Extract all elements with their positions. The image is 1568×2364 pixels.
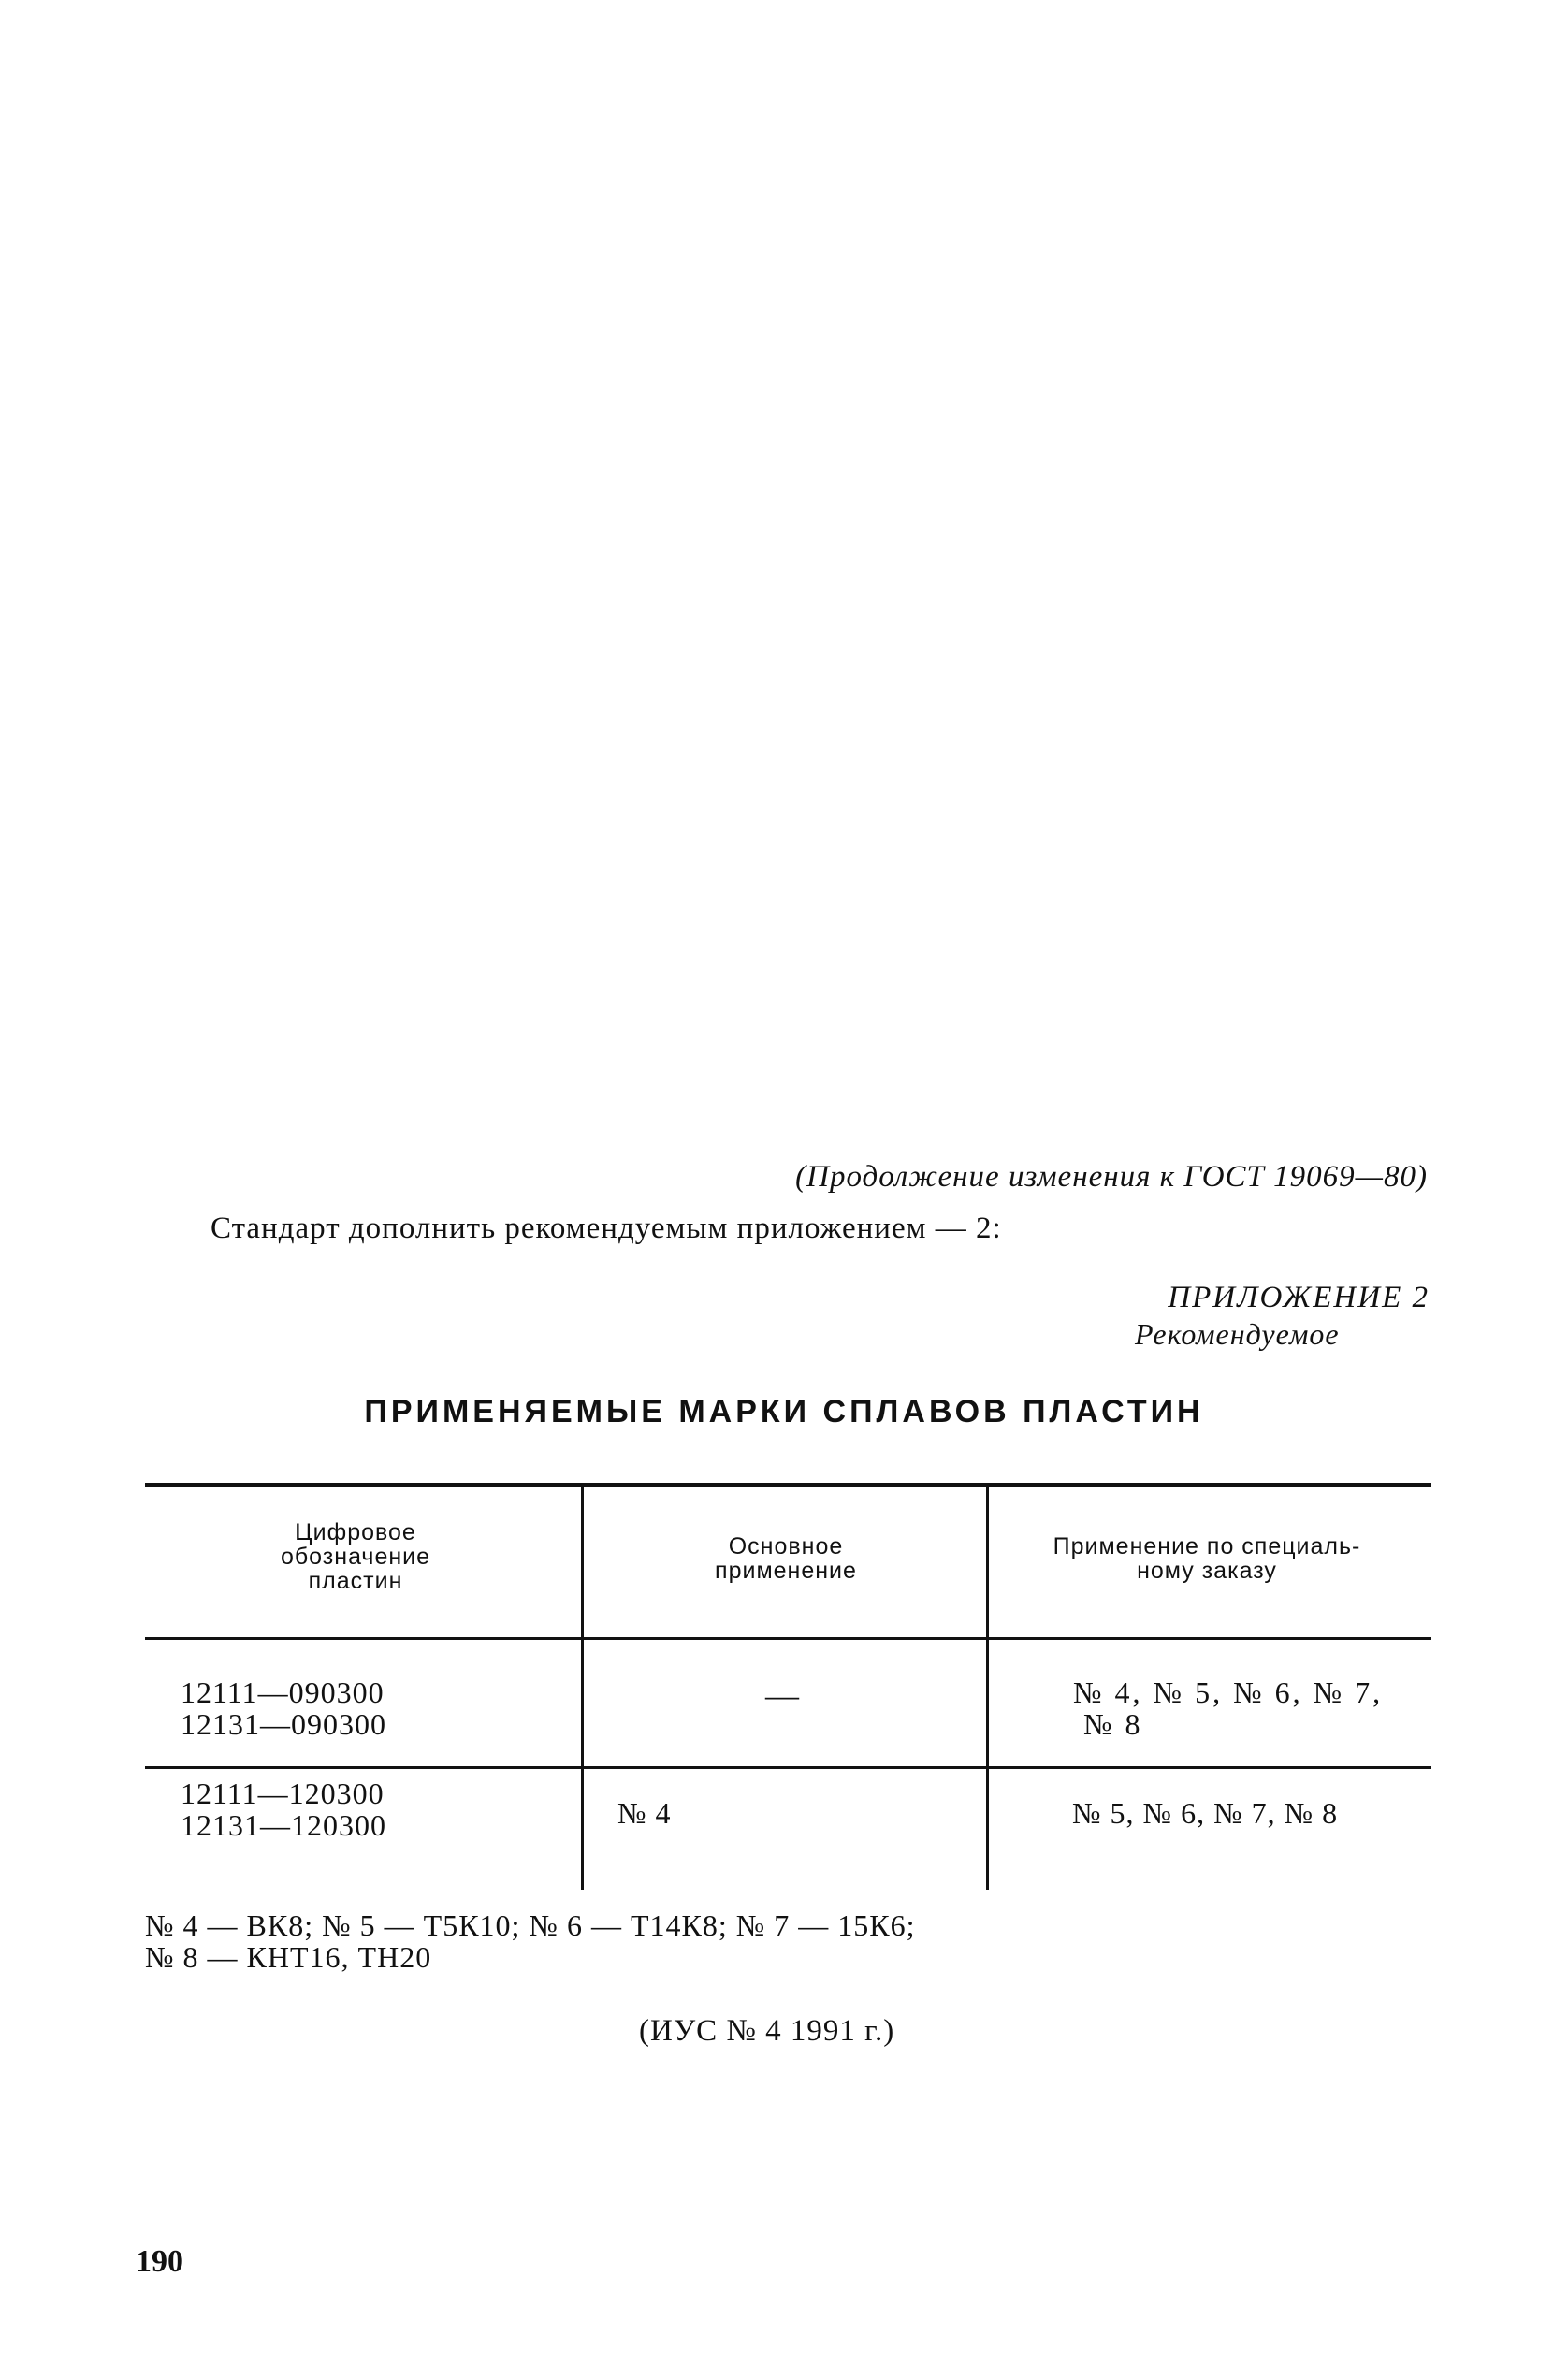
designation-line: 12111—120300 — [181, 1777, 385, 1810]
header-line: обозначение — [280, 1544, 431, 1570]
instruction-text: Стандарт дополнить рекомендуемым приложением — 2: — [211, 1211, 1002, 1245]
header-special-order — [1010, 1534, 1403, 1583]
header-line: Применение по специаль- — [1053, 1533, 1361, 1559]
legend-line: № 8 — КНТ16, ТН20 — [145, 1940, 432, 1974]
table-column-divider — [986, 1487, 989, 1890]
page-number: 190 — [136, 2244, 183, 2279]
table-header-rule — [145, 1637, 1431, 1640]
header-designation — [234, 1520, 477, 1593]
header-line: пластин — [308, 1568, 403, 1594]
table-row-rule — [145, 1766, 1431, 1769]
table-column-divider — [581, 1487, 584, 1890]
designation-line: 12131—120300 — [181, 1808, 386, 1842]
header-line: ному заказу — [1137, 1558, 1277, 1584]
main-use-cell: № 4 — [617, 1796, 672, 1830]
designation-cell — [181, 1777, 386, 1841]
header-line: Основное — [728, 1533, 844, 1559]
appendix-label: ПРИЛОЖЕНИЕ 2 — [1168, 1281, 1430, 1314]
source-reference: (ИУС № 4 1991 г.) — [639, 2014, 895, 2048]
designation-line: 12131—090300 — [181, 1707, 386, 1741]
header-line: Цифровое — [295, 1519, 416, 1545]
special-order-cell: № 5, № 6, № 7, № 8 — [1072, 1796, 1339, 1830]
designation-cell — [181, 1676, 386, 1740]
appendix-type: Рекомендуемое — [1135, 1317, 1340, 1351]
table-title: ПРИМЕНЯЕМЫЕ МАРКИ СПЛАВОВ ПЛАСТИН — [364, 1394, 1204, 1429]
header-line: применение — [715, 1558, 857, 1584]
special-order-cell: № 4, № 5, № 6, № 7, — [1073, 1675, 1384, 1709]
main-use-cell: — — [765, 1676, 800, 1714]
legend-line: № 4 — ВК8; № 5 — Т5К10; № 6 — Т14К8; № 7 — 15К6; — [145, 1908, 916, 1942]
designation-line: 12111—090300 — [181, 1675, 385, 1709]
continuation-note: (Продолжение изменения к ГОСТ 19069—80) — [795, 1160, 1428, 1194]
special-order-cell: № 8 — [1083, 1707, 1143, 1741]
header-main-use — [655, 1534, 917, 1583]
table-top-rule — [145, 1483, 1431, 1487]
